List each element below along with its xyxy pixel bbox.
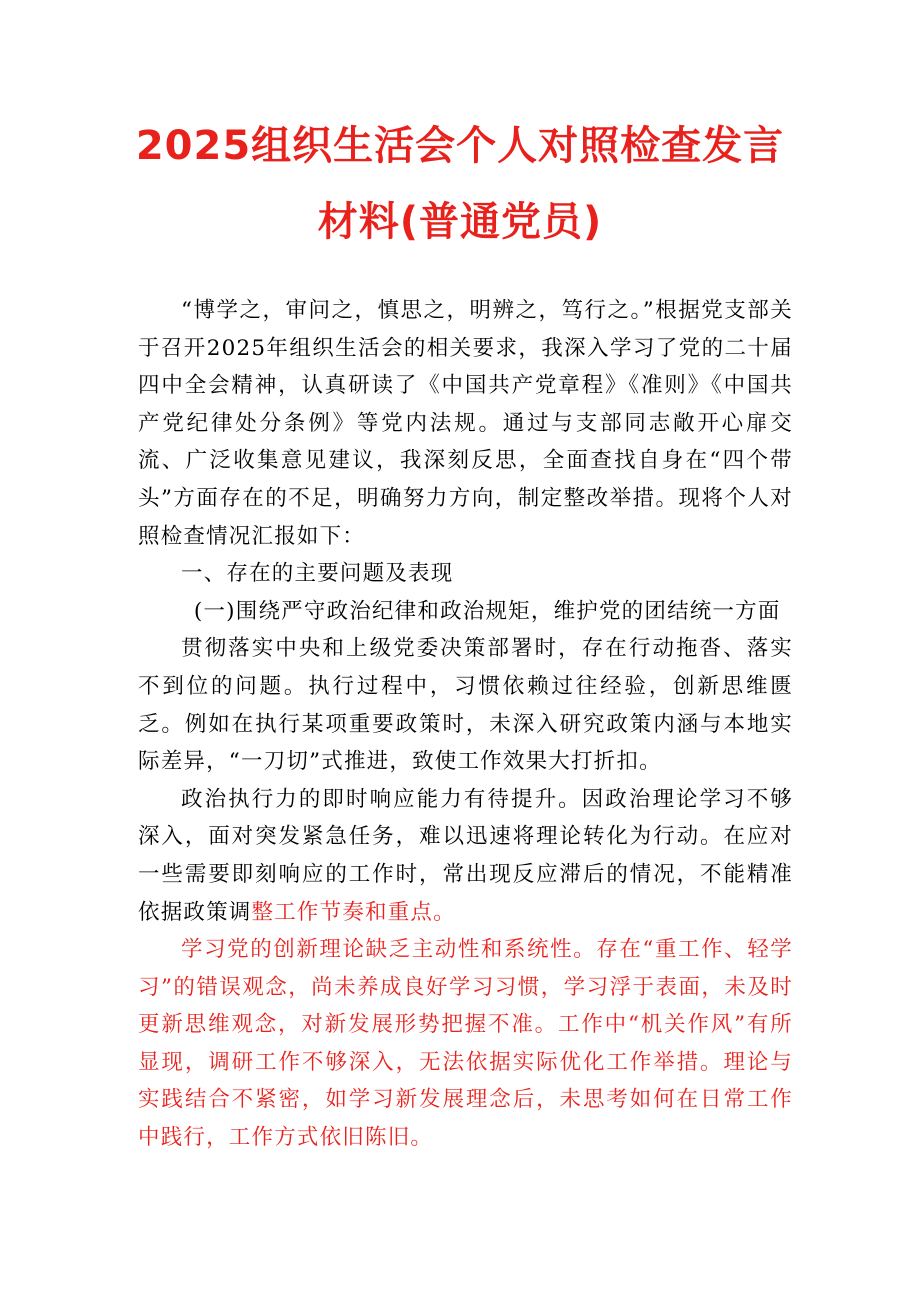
body-paragraph-2 <box>138 781 793 931</box>
document-body <box>138 292 793 1157</box>
document-title-line-2: 材料(普通党员) <box>317 199 603 245</box>
body-paragraph-1: 贯彻落实中央和上级党委决策部署时，存在行动拖沓、落实不到位的问题。执行过程中，习惯依赖过往经验，创新思维匮乏。例如在执行某项重要政策时，未深入研究政策内涵与本地实际差异，“一刀切”式推进，致使工作效果大打折扣。 <box>138 636 793 775</box>
intro-paragraph: “博学之，审问之，慎思之，明辨之，笃行之。”根据党支部关于召开2025年组织生活会的相关要求，我深入学习了党的二十届四中全会精神，认真研读了《中国共产党章程》《准则》《中国共产党纪律处分条例》等党内法规。通过与支部同志敞开心扉交流、广泛收集意见建议，我深刻反思，全面查找自身在“四个带头”方面存在的不足，明确努力方向，制定整改举措。现将个人对照检查情况汇报如下： <box>138 298 793 549</box>
body-paragraph-3: 学习党的创新理论缺乏主动性和系统性。存在“重工作、轻学习”的错误观念，尚未养成良好学习习惯，学习浮于表面，未及时更新思维观念，对新发展形势把握不准。工作中“机关作风”有所显现，调研工作不够深入，无法依据实际优化工作举措。理论与实践结合不紧密，如学习新发展理念后，未思考如何在日常工作中践行，工作方式依旧陈旧。 <box>138 937 793 1151</box>
document-title-line-1: 2025组织生活会个人对照检查发言 <box>135 123 785 169</box>
section-heading: 一、存在的主要问题及表现 <box>181 561 454 587</box>
body-paragraph-2-highlight: 整工作节奏和重点。 <box>251 899 456 925</box>
body-paragraph-2-text: 政治执行力的即时响应能力有待提升。因政治理论学习不够深入，面对突发紧急任务，难以迅速将理论转化为行动。在应对一些需要即刻响应的工作时，常出现反应滞后的情况，不能精准依据政策调 <box>138 786 793 925</box>
subsection-heading: (一)围绕严守政治纪律和政治规矩，维护党的团结统一方面 <box>193 598 781 624</box>
